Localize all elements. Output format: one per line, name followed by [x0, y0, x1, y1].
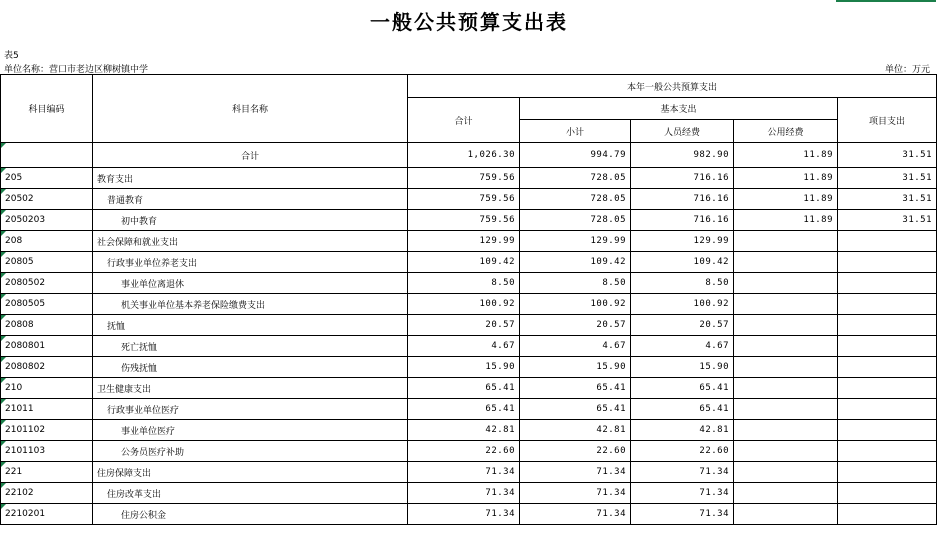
row-total: 71.34 [408, 462, 520, 483]
row-name: 事业单位医疗 [93, 420, 408, 441]
row-code: 205 [1, 168, 93, 189]
table-row [1, 231, 937, 252]
row-project [838, 357, 937, 378]
table-row [1, 399, 937, 420]
row-code: 20808 [1, 315, 93, 336]
row-name: 普通教育 [93, 189, 408, 210]
row-public: 11.89 [734, 189, 838, 210]
table-row [1, 378, 937, 399]
row-name: 社会保障和就业支出 [93, 231, 408, 252]
row-project [838, 378, 937, 399]
row-total: 65.41 [408, 378, 520, 399]
row-code: 2080801 [1, 336, 93, 357]
table-row [1, 294, 937, 315]
row-name: 机关事业单位基本养老保险缴费支出 [93, 294, 408, 315]
table-row [1, 210, 937, 231]
row-project [838, 483, 937, 504]
total-public: 11.89 [734, 143, 838, 168]
row-public [734, 336, 838, 357]
row-subtotal: 129.99 [520, 231, 631, 252]
row-personnel: 716.16 [631, 210, 734, 231]
table-row [1, 252, 937, 273]
row-total: 71.34 [408, 483, 520, 504]
row-public: 11.89 [734, 168, 838, 189]
row-personnel: 71.34 [631, 504, 734, 525]
row-project [838, 336, 937, 357]
row-code: 21011 [1, 399, 93, 420]
row-personnel: 100.92 [631, 294, 734, 315]
row-project [838, 294, 937, 315]
row-project [838, 315, 937, 336]
table-row [1, 189, 937, 210]
total-project: 31.51 [838, 143, 937, 168]
row-name: 卫生健康支出 [93, 378, 408, 399]
row-public [734, 273, 838, 294]
header-code: 科目编码 [1, 75, 93, 143]
header-project: 项目支出 [838, 98, 937, 143]
row-personnel: 109.42 [631, 252, 734, 273]
row-project [838, 399, 937, 420]
row-code: 2080502 [1, 273, 93, 294]
row-total: 759.56 [408, 189, 520, 210]
row-name: 抚恤 [93, 315, 408, 336]
table-row [1, 441, 937, 462]
row-name: 住房改革支出 [93, 483, 408, 504]
row-name: 行政事业单位医疗 [93, 399, 408, 420]
row-code: 2080505 [1, 294, 93, 315]
total-total: 1,026.30 [408, 143, 520, 168]
row-total: 8.50 [408, 273, 520, 294]
header-subtotal: 小计 [520, 120, 631, 143]
row-subtotal: 728.05 [520, 189, 631, 210]
row-subtotal: 8.50 [520, 273, 631, 294]
row-subtotal: 15.90 [520, 357, 631, 378]
row-personnel: 20.57 [631, 315, 734, 336]
row-project [838, 420, 937, 441]
row-code: 2101103 [1, 441, 93, 462]
row-total: 129.99 [408, 231, 520, 252]
row-public: 11.89 [734, 210, 838, 231]
total-row [1, 143, 937, 168]
row-name: 行政事业单位养老支出 [93, 252, 408, 273]
row-subtotal: 65.41 [520, 378, 631, 399]
row-name: 公务员医疗补助 [93, 441, 408, 462]
budget-table [0, 74, 937, 525]
header-row-1 [1, 75, 937, 98]
row-code: 20805 [1, 252, 93, 273]
row-public [734, 483, 838, 504]
header-public: 公用经费 [734, 120, 838, 143]
header-group: 本年一般公共预算支出 [408, 75, 937, 98]
row-total: 100.92 [408, 294, 520, 315]
row-name: 伤残抚恤 [93, 357, 408, 378]
row-personnel: 15.90 [631, 357, 734, 378]
table-row [1, 462, 937, 483]
row-personnel: 71.34 [631, 483, 734, 504]
row-name: 教育支出 [93, 168, 408, 189]
unit-name: 单位名称：营口市老边区柳树镇中学 [4, 65, 149, 75]
row-subtotal: 20.57 [520, 315, 631, 336]
row-subtotal: 22.60 [520, 441, 631, 462]
row-subtotal: 71.34 [520, 504, 631, 525]
row-subtotal: 109.42 [520, 252, 631, 273]
row-project [838, 273, 937, 294]
row-code: 2101102 [1, 420, 93, 441]
row-subtotal: 728.05 [520, 168, 631, 189]
row-code: 2050203 [1, 210, 93, 231]
row-total: 20.57 [408, 315, 520, 336]
row-code: 210 [1, 378, 93, 399]
row-total: 42.81 [408, 420, 520, 441]
header-basic: 基本支出 [520, 98, 838, 120]
row-code: 208 [1, 231, 93, 252]
table-row [1, 168, 937, 189]
row-subtotal: 100.92 [520, 294, 631, 315]
row-public [734, 399, 838, 420]
table-row [1, 483, 937, 504]
header-personnel: 人员经费 [631, 120, 734, 143]
row-project: 31.51 [838, 189, 937, 210]
row-code: 20502 [1, 189, 93, 210]
row-subtotal: 71.34 [520, 462, 631, 483]
row-subtotal: 4.67 [520, 336, 631, 357]
row-public [734, 378, 838, 399]
row-subtotal: 728.05 [520, 210, 631, 231]
row-code: 22102 [1, 483, 93, 504]
header-name: 科目名称 [93, 75, 408, 143]
row-personnel: 42.81 [631, 420, 734, 441]
row-public [734, 315, 838, 336]
row-project [838, 462, 937, 483]
row-project [838, 231, 937, 252]
total-subtotal: 994.79 [520, 143, 631, 168]
row-public [734, 252, 838, 273]
row-personnel: 8.50 [631, 273, 734, 294]
row-personnel: 4.67 [631, 336, 734, 357]
row-personnel: 22.60 [631, 441, 734, 462]
row-personnel: 716.16 [631, 168, 734, 189]
row-public [734, 462, 838, 483]
row-personnel: 71.34 [631, 462, 734, 483]
row-code: 2210201 [1, 504, 93, 525]
row-total: 71.34 [408, 504, 520, 525]
header-total: 合计 [408, 98, 520, 143]
row-project [838, 252, 937, 273]
row-public [734, 231, 838, 252]
row-total: 65.41 [408, 399, 520, 420]
row-project: 31.51 [838, 210, 937, 231]
row-personnel: 716.16 [631, 189, 734, 210]
row-personnel: 65.41 [631, 378, 734, 399]
row-name: 死亡抚恤 [93, 336, 408, 357]
row-public [734, 504, 838, 525]
row-public [734, 357, 838, 378]
total-code-cell [1, 143, 93, 168]
row-project [838, 441, 937, 462]
total-label: 合计 [93, 143, 408, 168]
table-row [1, 336, 937, 357]
row-project: 31.51 [838, 168, 937, 189]
row-total: 4.67 [408, 336, 520, 357]
row-personnel: 129.99 [631, 231, 734, 252]
row-public [734, 294, 838, 315]
row-subtotal: 42.81 [520, 420, 631, 441]
table-row [1, 504, 937, 525]
row-public [734, 420, 838, 441]
table-row [1, 357, 937, 378]
table-row [1, 273, 937, 294]
form-number: 表5 [4, 51, 19, 61]
row-name: 事业单位离退休 [93, 273, 408, 294]
total-personnel: 982.90 [631, 143, 734, 168]
row-total: 109.42 [408, 252, 520, 273]
row-code: 2080802 [1, 357, 93, 378]
row-total: 22.60 [408, 441, 520, 462]
green-accent-bar [836, 0, 936, 2]
row-subtotal: 65.41 [520, 399, 631, 420]
row-subtotal: 71.34 [520, 483, 631, 504]
currency-unit: 单位：万元 [884, 65, 930, 75]
page-title: 一般公共预算支出表 [370, 10, 568, 34]
row-total: 759.56 [408, 168, 520, 189]
row-code: 221 [1, 462, 93, 483]
row-total: 759.56 [408, 210, 520, 231]
row-name: 初中教育 [93, 210, 408, 231]
row-public [734, 441, 838, 462]
table-row [1, 420, 937, 441]
table-row [1, 315, 937, 336]
row-personnel: 65.41 [631, 399, 734, 420]
row-name: 住房公积金 [93, 504, 408, 525]
row-name: 住房保障支出 [93, 462, 408, 483]
row-project [838, 504, 937, 525]
row-total: 15.90 [408, 357, 520, 378]
